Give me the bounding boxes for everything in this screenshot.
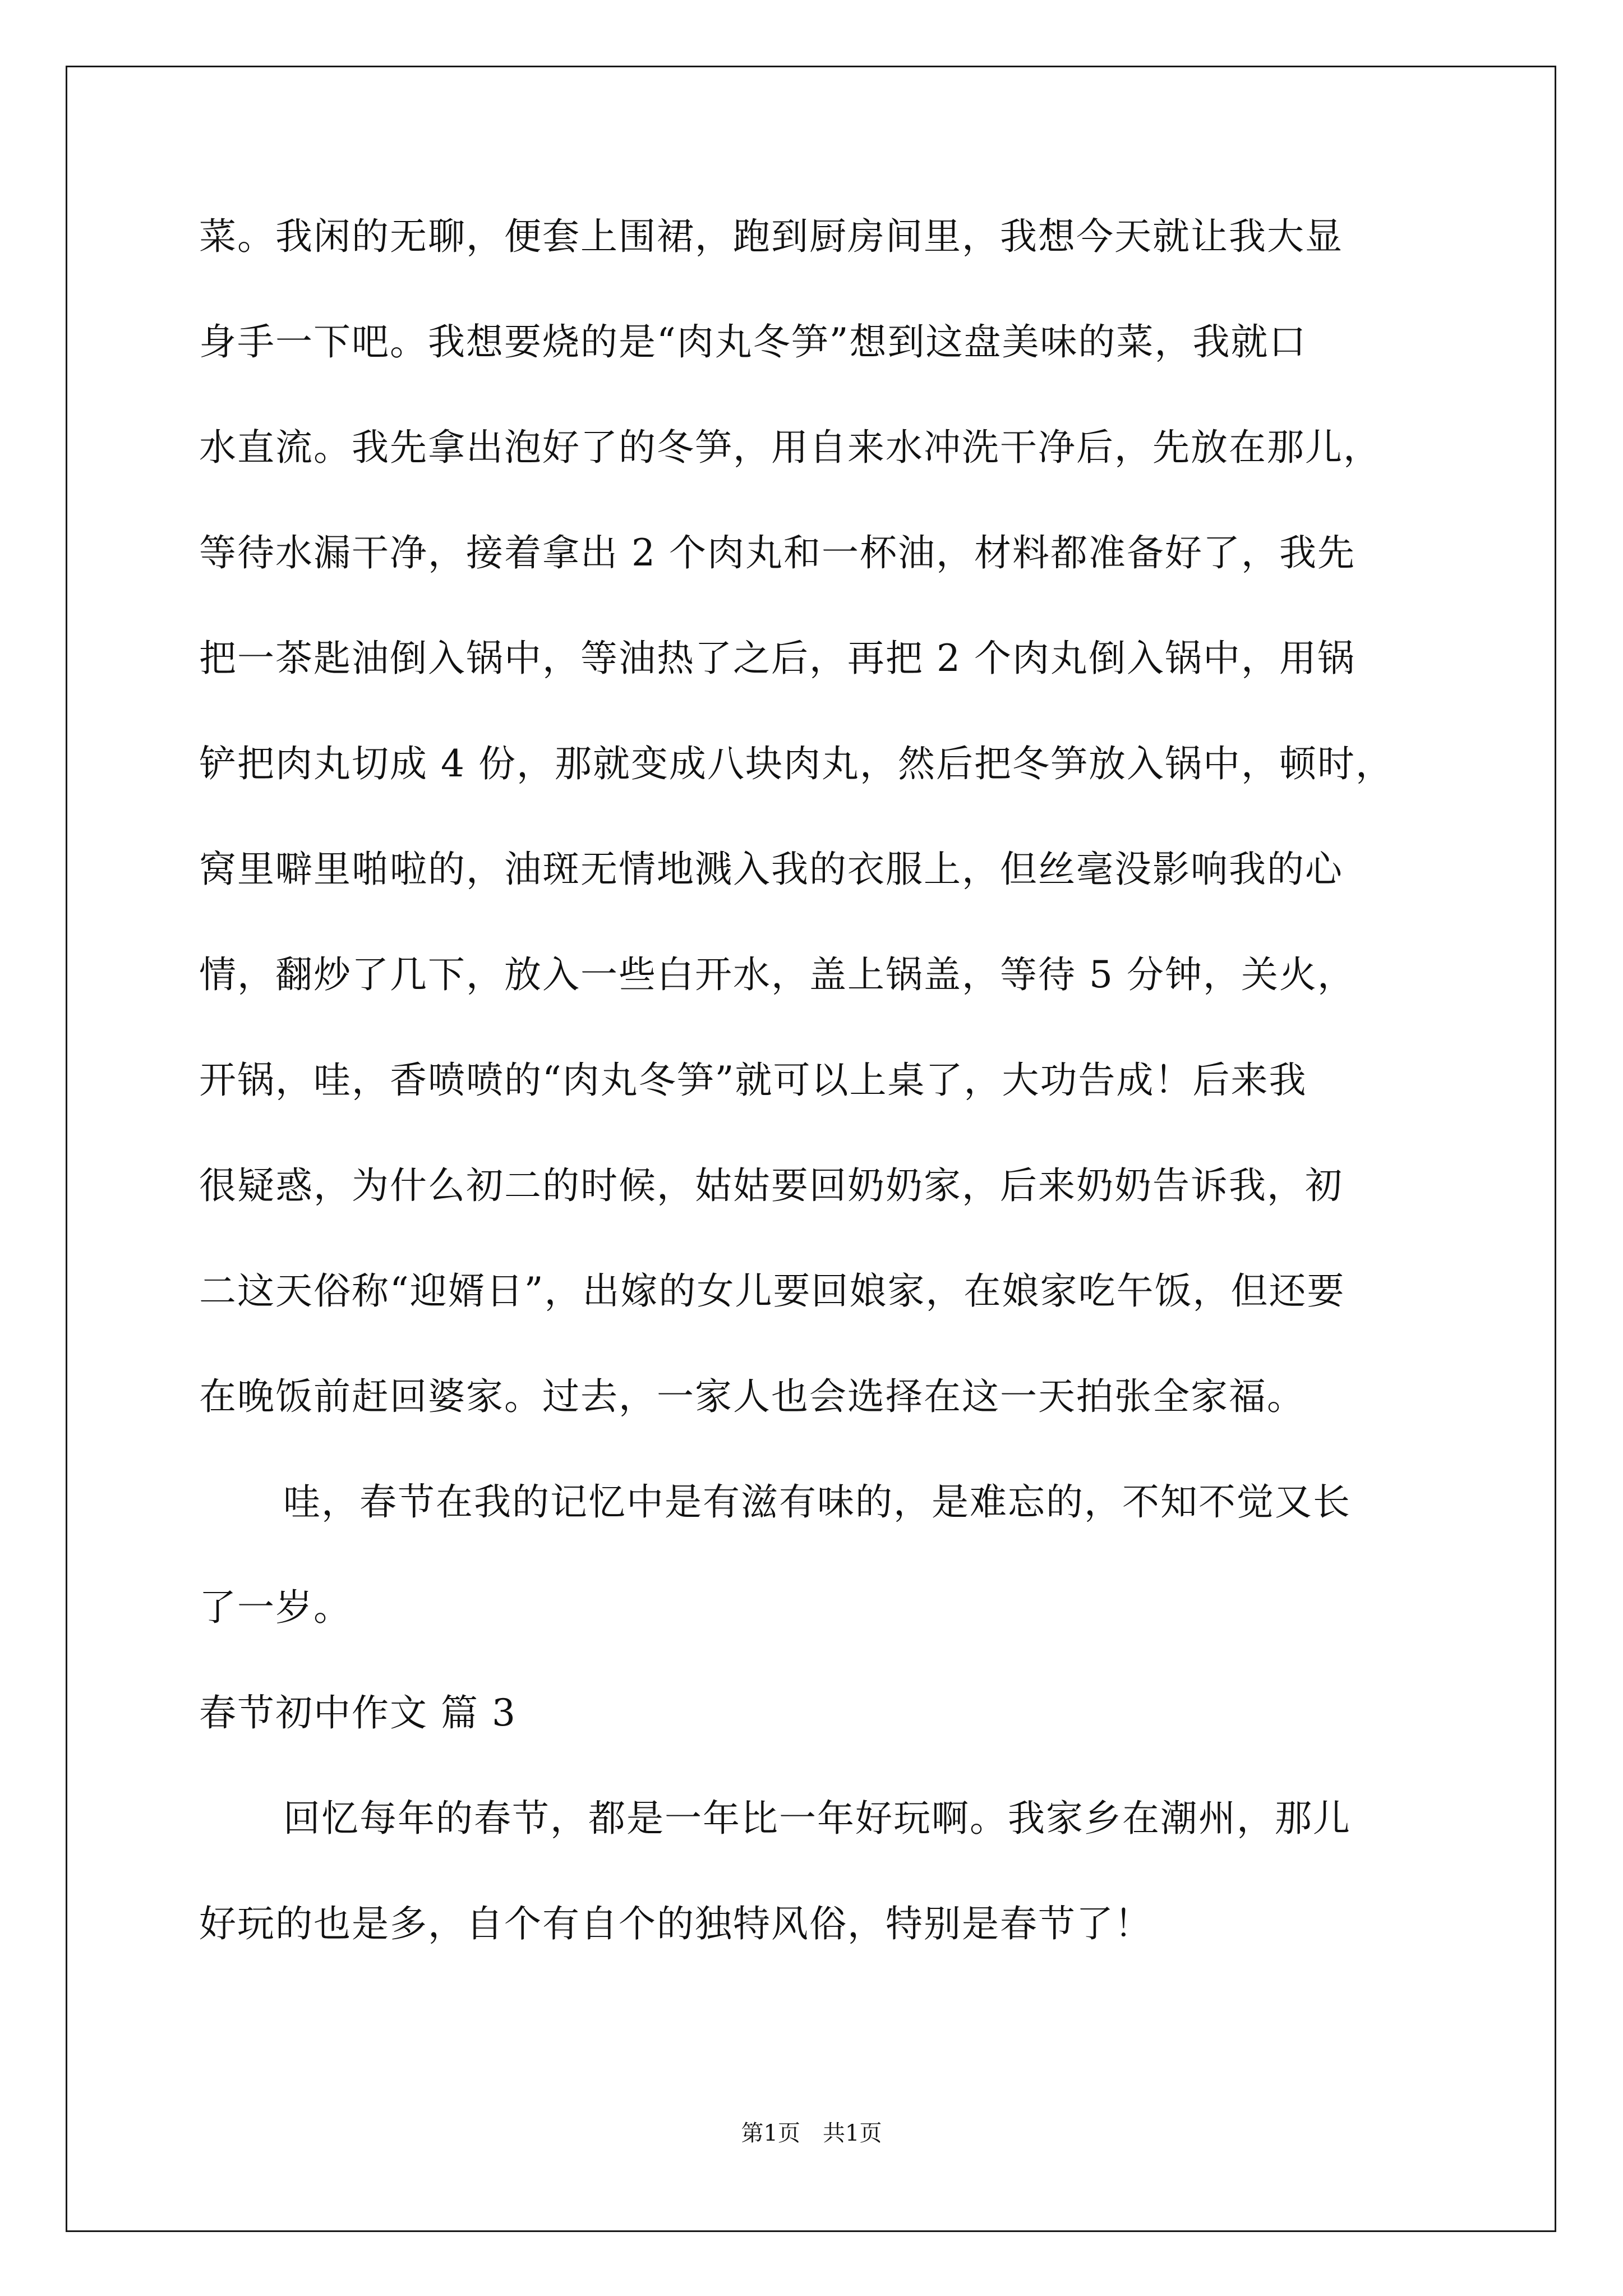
paragraph-line: 二这天俗称“迎婿日”，出嫁的女儿要回娘家，在娘家吃午饭，但还要 xyxy=(199,1269,1345,1313)
section-title: 春节初中作文 篇 3 xyxy=(199,1691,517,1734)
paragraph-line: 菜。我闲的无聊，便套上围裙，跑到厨房间里，我想今天就让我大显 xyxy=(199,215,1343,258)
page-footer xyxy=(0,2119,1623,2147)
paragraph-line: 等待水漏干净，接着拿出 2 个肉丸和一杯油，材料都准备好了，我先 xyxy=(199,531,1355,574)
page-number: 第1页 xyxy=(741,2120,800,2146)
paragraph-line: 窝里噼里啪啦的，油斑无情地溅入我的衣服上，但丝毫没影响我的心 xyxy=(199,848,1343,891)
paragraph-line: 水直流。我先拿出泡好了的冬笋，用自来水冲洗干净后，先放在那儿， xyxy=(199,426,1381,469)
paragraph-line: 身手一下吧。我想要烧的是“肉丸冬笋”想到这盘美味的菜，我就口 xyxy=(199,320,1307,364)
paragraph-line: 在晚饭前赶回婆家。过去，一家人也会选择在这一天拍张全家福。 xyxy=(199,1375,1305,1418)
paragraph-line: 铲把肉丸切成 4 份，那就变成八块肉丸，然后把冬笋放入锅中，顿时， xyxy=(199,742,1394,785)
paragraph-line: 哇，春节在我的记忆中是有滋有味的，是难忘的，不知不觉又长 xyxy=(283,1480,1351,1524)
page-total: 共1页 xyxy=(823,2120,882,2146)
paragraph-line: 好玩的也是多，自个有自个的独特风俗，特别是春节了！ xyxy=(199,1902,1152,1945)
paragraph-line: 很疑惑，为什么初二的时候，姑姑要回奶奶家，后来奶奶告诉我，初 xyxy=(199,1164,1343,1207)
paragraph-line: 回忆每年的春节，都是一年比一年好玩啊。我家乡在潮州，那儿 xyxy=(283,1797,1351,1840)
paragraph-line: 开锅，哇，香喷喷的“肉丸冬笋”就可以上桌了，大功告成！后来我 xyxy=(199,1059,1307,1102)
paragraph-line: 情，翻炒了几下，放入一些白开水，盖上锅盖，等待 5 分钟，关火， xyxy=(199,953,1355,996)
paragraph-line: 把一茶匙油倒入锅中，等油热了之后，再把 2 个肉丸倒入锅中，用锅 xyxy=(199,637,1355,680)
paragraph-line: 了一岁。 xyxy=(199,1586,352,1629)
